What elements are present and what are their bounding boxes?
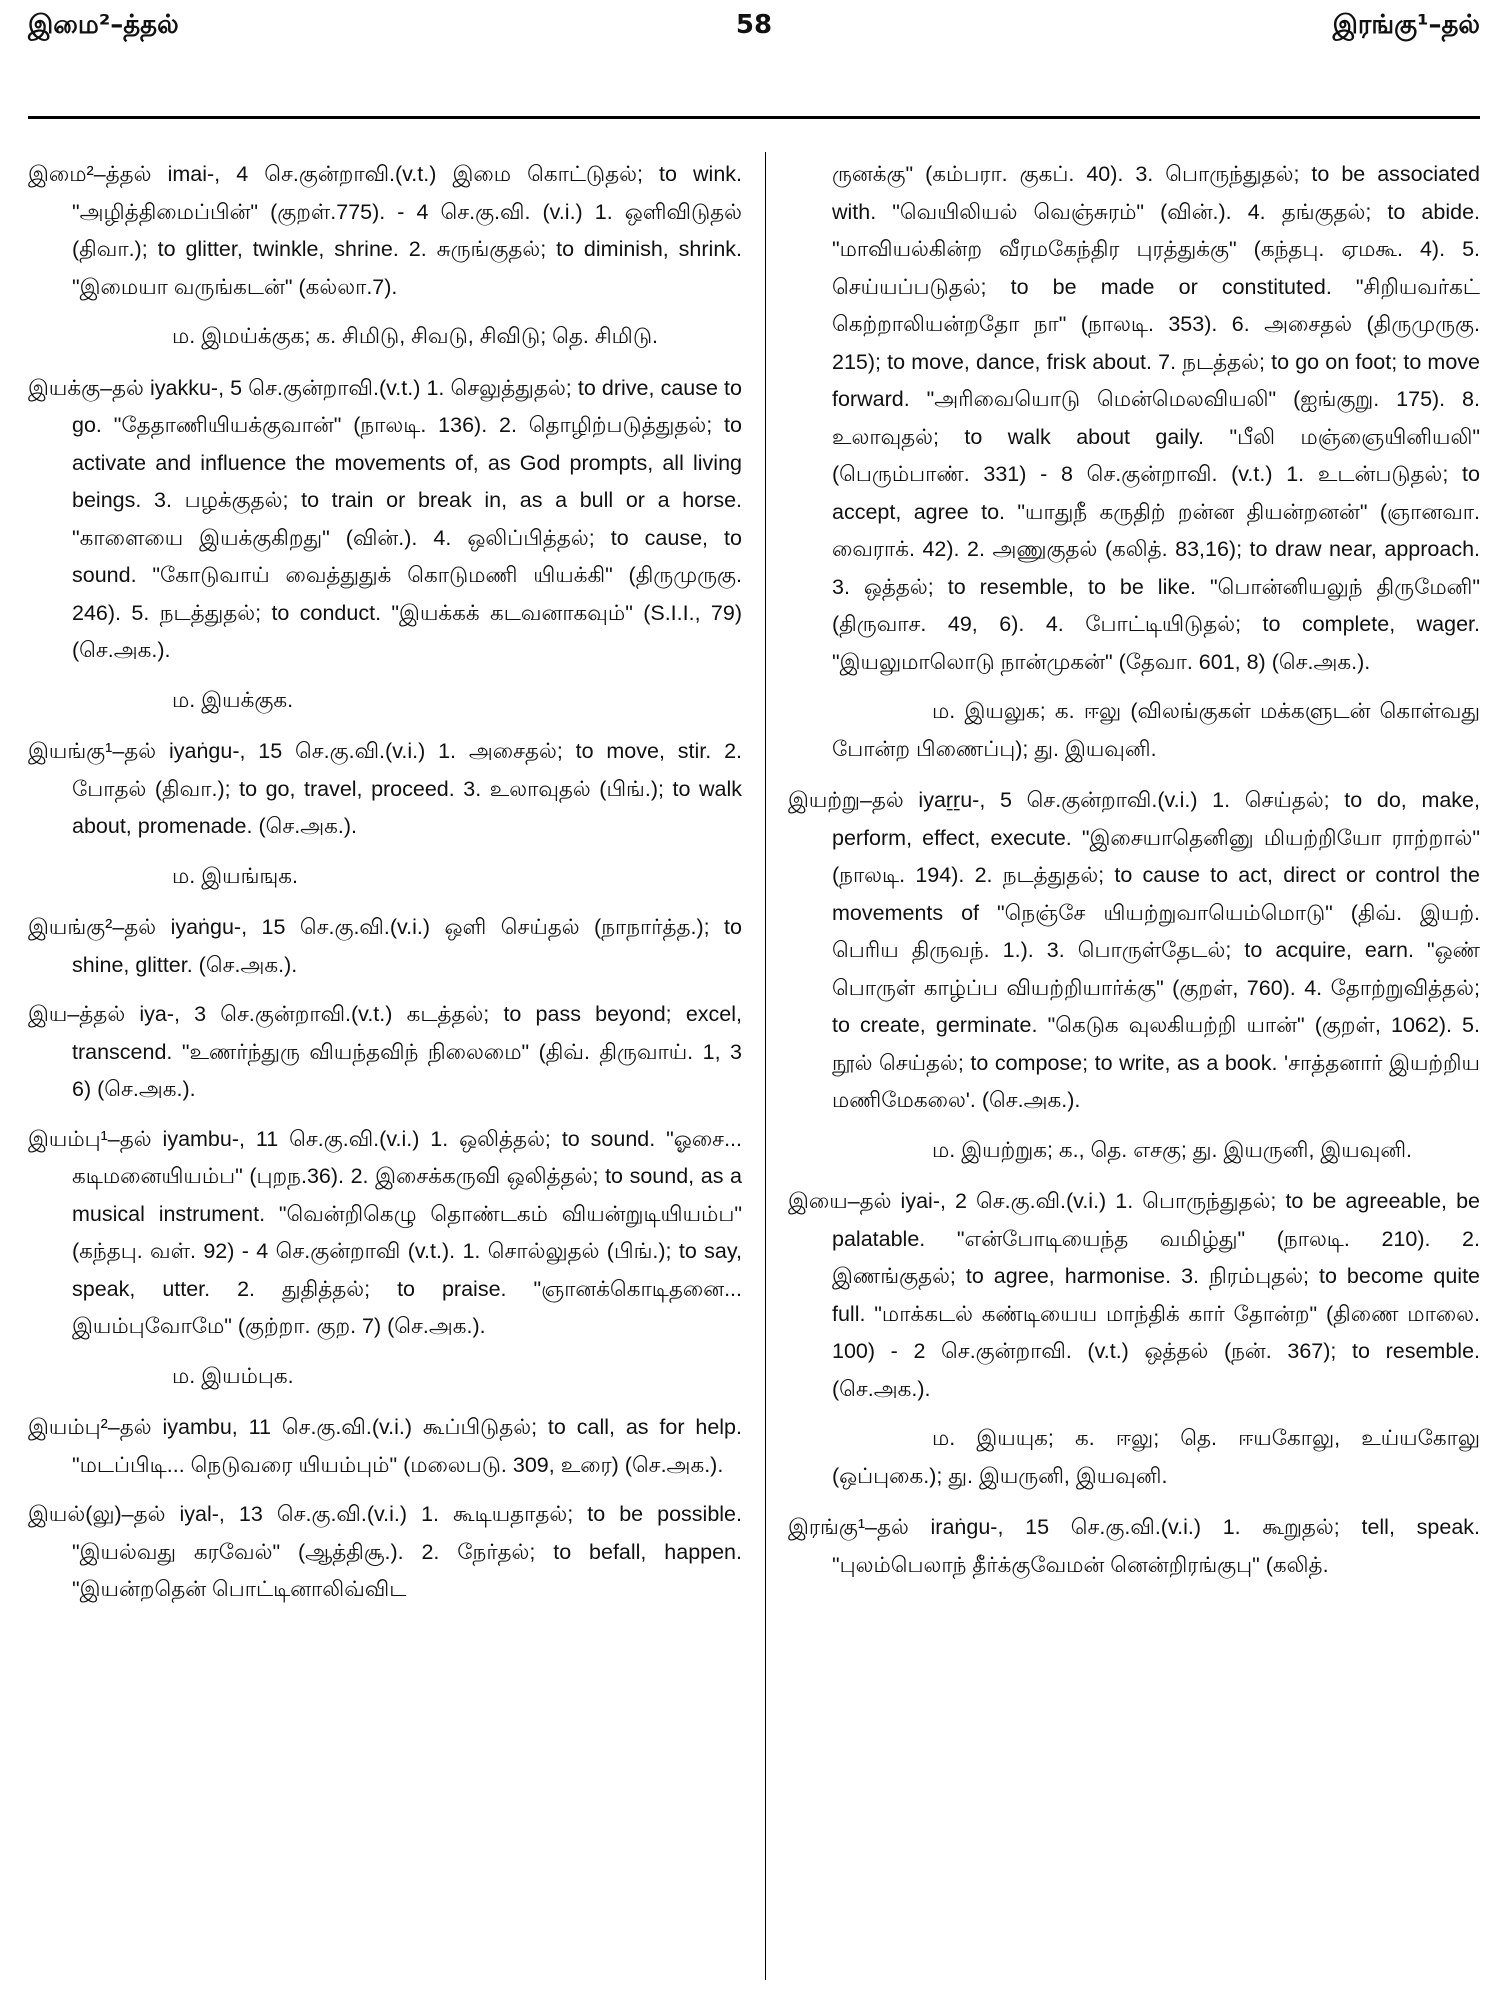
- cognate-line: ம. இமய்க்குக; க. சிமிடு, சிவடு, சிவிடு; தெ. சிமிடு.: [172, 324, 659, 348]
- left-running-head: இமை²–த்தல்: [28, 10, 179, 40]
- dictionary-entry-iyal: இயல்(லு)–தல் iyal-, 13 செ.கு.வி.(v.i.) 1. கூடியதாதல்; to be possible. "இயல்வது கரவேல்" (ஆத்திசூ.). 2. நேர்தல்; to befall, happen. "இயன்றதென் பொட்டினாலிவ்விட: [28, 1502, 742, 1601]
- cognate-line: ம. இயயுக; க. ஈலு; தெ. ஈயகோலு, உய்யகோலு (ஒப்புகை.); து. இயருனி, இயவுனி.: [832, 1426, 1480, 1488]
- left-column: [28, 156, 742, 1986]
- right-column: [788, 156, 1480, 1986]
- cognate-line: ம. இயக்குக.: [172, 687, 294, 712]
- dictionary-entry-iya: இய–த்தல் iya-, 3 செ.குன்றாவி.(v.t.) கடத்தல்; to pass beyond; excel, transcend. "உணர்ந்துரு வியந்தவிந் நிலைமை" (திவ். திருவாய். 1, 3 6) (செ.அக.).: [28, 1002, 742, 1101]
- page-number: 58: [735, 10, 773, 40]
- cognate-line: ம. இயம்புக.: [172, 1363, 294, 1388]
- dictionary-entry-iyambu-1: இயம்பு¹–தல் iyambu-, 11 செ.கு.வி.(v.i.) 1. ஒலித்தல்; to sound. "ஓசை... கடிமனையியம்ப" (புறந.36). 2. இசைக்கருவி ஒலித்தல்; to sound, as a musical instrument. "வென்றிகெழு தொண்டகம் வியன்றுடியியம்ப" (கந்தபு. வள். 92) - 4 செ.குன்றாவி (v.t.). 1. சொல்லுதல் (பிங்.); to say, speak, utter. 2. துதித்தல்; to praise. "ஞானக்கொடிதனை... இயம்புவோமே" (குற்றா. குற. 7) (செ.அக.).: [28, 1126, 742, 1338]
- dictionary-entry-irangu-1: இரங்கு¹–தல் iraṅgu-, 15 செ.கு.வி.(v.i.) 1. கூறுதல்; tell, speak. "புலம்பெலாந் தீர்க்குவேமன் னென்றிரங்குபு" (கலித்.: [788, 1515, 1480, 1577]
- cognate-line: ம. இயலுக; க. ஈலு (விலங்குகள் மக்களுடன் கொள்வது போன்ற பிணைப்பு); து. இயவுனி.: [832, 699, 1480, 761]
- dictionary-entry-imai: இமை²–த்தல் imai-, 4 செ.குன்றாவி.(v.t.) இமை கொட்டுதல்; to wink. "அழித்திமைப்பின்" (குறள்.775). - 4 செ.கு.வி. (v.i.) 1. ஒளிவிடுதல் (திவா.); to glitter, twinkle, shrine. 2. சுருங்குதல்; to diminish, shrink. "இமையா வருங்கடன்" (கல்லா.7).: [28, 162, 742, 299]
- dictionary-entry-iyakku: இயக்கு–தல் iyakku-, 5 செ.குன்றாவி.(v.t.) 1. செலுத்துதல்; to drive, cause to go. "தேதாணியியக்குவான்" (நாலடி. 136). 2. தொழிற்படுத்துதல்; to activate and influence the movements of, as God prompts, all living beings. 3. பழக்குதல்; to train or break in, as a bull or a horse. "காளையை இயக்குகிறது" (வின்.). 4. ஒலிப்பித்தல்; to cause, to sound. "கோடுவாய் வைத்துதுக் கொடுமணி யியக்கி" (திருமுருகு. 246). 5. நடத்துதல்; to conduct. "இயக்கக் கடவனாகவும்" (S.I.I., 79) (செ.அக.).: [28, 375, 742, 662]
- header-rule: [28, 116, 1480, 119]
- dictionary-entry-iyambu-2: இயம்பு²–தல் iyambu, 11 செ.கு.வி.(v.i.) கூப்பிடுதல்; to call, as for help. "மடப்பிடி... நெடுவரை யியம்பும்" (மலைபடு. 309, உரை) (செ.அக.).: [28, 1415, 742, 1477]
- dictionary-entry-iyangu-1: இயங்கு¹–தல் iyaṅgu-, 15 செ.கு.வி.(v.i.) 1. அசைதல்; to move, stir. 2. போதல் (திவா.); to go, travel, proceed. 3. உலாவுதல் (பிங்.); to walk about, promenade. (செ.அக.).: [28, 739, 742, 838]
- cognate-line: ம. இயற்றுக; க., தெ. எசகு; து. இயருனி, இயவுனி.: [932, 1137, 1413, 1162]
- dictionary-entry-iyangu-2: இயங்கு²–தல் iyaṅgu-, 15 செ.கு.வி.(v.i.) ஒளி செய்தல் (நாநார்த்த.); to shine, glitter. (செ.அக.).: [28, 915, 742, 977]
- dictionary-entry-iyai: இயை–தல் iyai-, 2 செ.கு.வி.(v.i.) 1. பொருந்துதல்; to be agreeable, be palatable. "என்போடியைந்த வமிழ்து" (நாலடி. 210). 2. இணங்குதல்; to agree, harmonise. 3. நிரம்புதல்; to become quite full. "மாக்கடல் கண்டியைய மாந்திக் கார் தோன்ற" (திணை மாலை. 100) - 2 செ.குன்றாவி. (v.t.) ஒத்தல் (நன். 367); to resemble. (செ.அக.).: [788, 1189, 1480, 1401]
- right-running-head: இரங்கு¹–தல்: [1332, 10, 1480, 40]
- cognate-line: ம. இயங்ஙுக.: [172, 863, 298, 888]
- column-divider: [765, 152, 766, 1980]
- dictionary-entry-iyarru: இயற்று–தல் iyaṟṟu-, 5 செ.குன்றாவி.(v.i.) 1. செய்தல்; to do, make, perform, effect, execute. "இசையாதெனினு மியற்றியோ ராற்றால்" (நாலடி. 194). 2. நடத்துதல்; to cause to act, direct or control the movements of "நெஞ்சே யியற்றுவாயெம்மொடு" (திவ். இயற். பெரிய திருவந். 1.). 3. பொருள்தேடல்; to acquire, earn. "ஒண் பொருள் காழ்ப்ப வியற்றியார்க்கு" (குறள், 760). 4. தோற்றுவித்தல்; to create, germinate. "கெடுக வுலகியற்றி யான்" (குறள், 1062). 5. நூல் செய்தல்; to compose; to write, as a book. 'சாத்தனார் இயற்றிய மணிமேகலை'. (செ.அக.).: [788, 788, 1480, 1112]
- entry-continuation: ருனக்கு" (கம்பரா. குகப். 40). 3. பொருந்துதல்; to be associated with. "வெயிலியல் வெஞ்சுரம்" (வின்.). 4. தங்குதல்; to abide. "மாவியல்கின்ற வீரமகேந்திர புரத்துக்கு" (கந்தபு. ஏமகூ. 4). 5. செய்யப்படுதல்; to be made or constituted. "சிறியவர்கட் கெற்றாலியன்றதோ நா" (நாலடி. 353). 6. அசைதல் (திருமுருகு. 215); to move, dance, frisk about. 7. நடத்தல்; to go on foot; to move forward. "அரிவையொடு மென்மெலவியலி" (ஐங்குறு. 175). 8. உலாவுதல்; to walk about gaily. "பீலி மஞ்ஞையினியலி" (பெரும்பாண். 331) - 8 செ.குன்றாவி. (v.t.) 1. உடன்படுதல்; to accept, agree to. "யாதுநீ கருதிற் றன்ன தியன்றனன்" (ஞானவா. வைராக். 42). 2. அணுகுதல் (கலித். 83,16); to draw near, approach. 3. ஒத்தல்; to resemble, to be like. "பொன்னியலுந் திருமேனி" (திருவாச. 49, 6). 4. போட்டியிடுதல்; to complete, wager. "இயலுமாலொடு நான்முகன்" (தேவா. 601, 8) (செ.அக.).: [832, 162, 1480, 674]
- page-header: [28, 10, 1480, 126]
